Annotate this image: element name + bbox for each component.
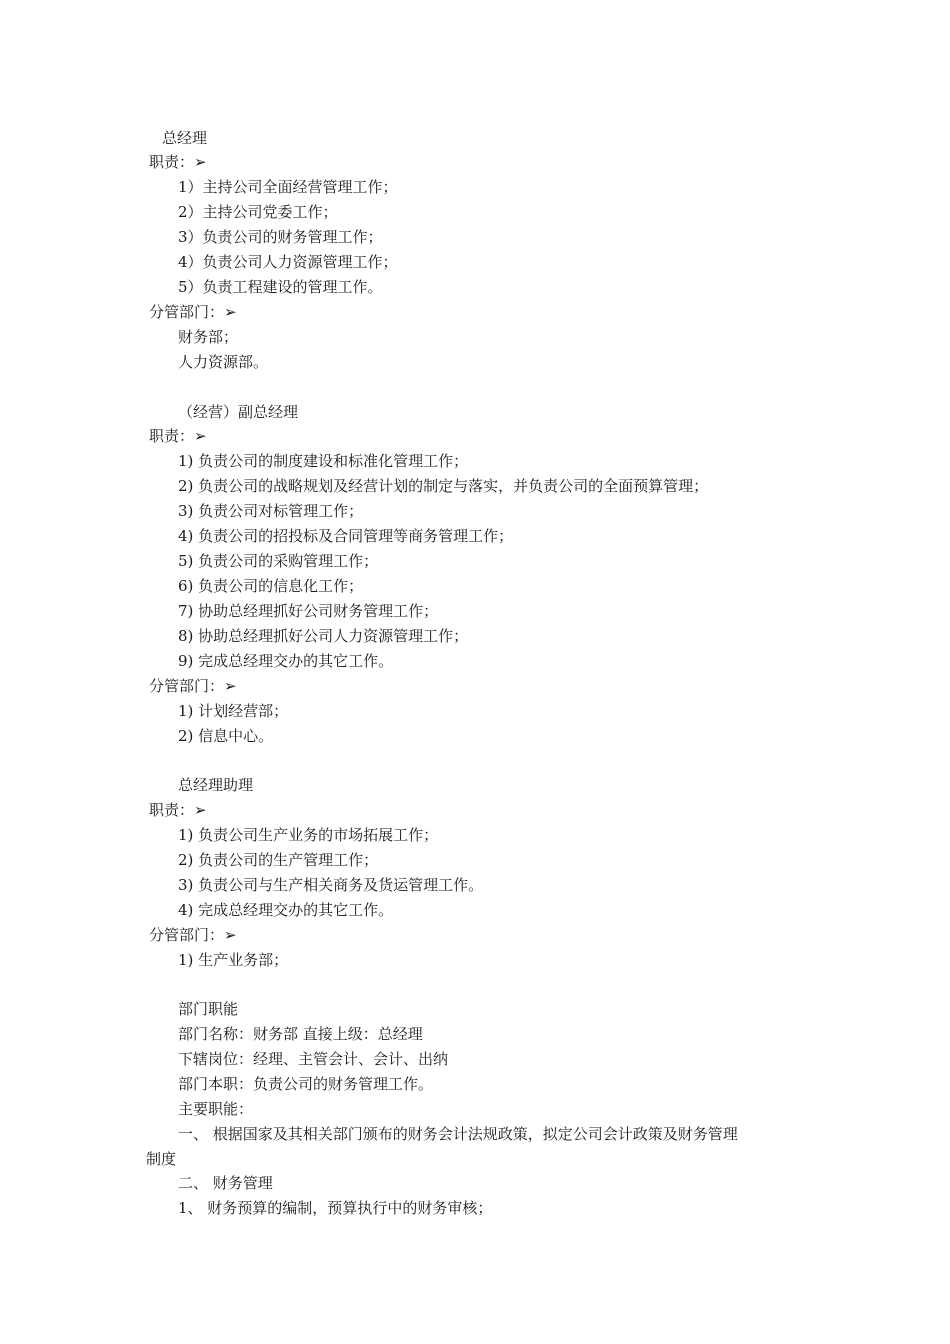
deputy-duty-item: 4) 负责公司的招投标及合同管理等商务管理工作； xyxy=(178,527,514,545)
deputy-dept-item: 1) 计划经营部； xyxy=(178,702,289,720)
gm-dept-item: 财务部； xyxy=(178,328,239,346)
deputy-depts-label: 分管部门：➢ xyxy=(149,677,237,695)
dept-duty-line: 部门本职：负责公司的财务管理工作。 xyxy=(178,1075,434,1093)
assistant-duty-item: 4) 完成总经理交办的其它工作。 xyxy=(178,901,394,919)
deputy-duties-label: 职责：➢ xyxy=(149,427,207,445)
assistant-duty-item: 2) 负责公司的生产管理工作； xyxy=(178,851,379,869)
gm-dept-item: 人力资源部。 xyxy=(178,353,269,371)
gm-duty-item: 1）主持公司全面经营管理工作； xyxy=(178,178,398,196)
function-item-1-continued: 制度 xyxy=(146,1150,177,1168)
function-item-1: 一、 根据国家及其相关部门颁布的财务会计法规政策，拟定公司会计政策及财务管理 xyxy=(178,1125,738,1143)
deputy-title: （经营）副总经理 xyxy=(178,403,299,421)
gm-duty-item: 5）负责工程建设的管理工作。 xyxy=(178,278,383,296)
dept-name-line: 部门名称：财务部 直接上级：总经理 xyxy=(178,1025,423,1043)
gm-title: 总经理 xyxy=(162,129,208,147)
function-item-2-1: 1、 财务预算的编制，预算执行中的财务审核； xyxy=(178,1199,493,1217)
deputy-duty-item: 1) 负责公司的制度建设和标准化管理工作； xyxy=(178,452,469,470)
function-item-2: 二、 财务管理 xyxy=(178,1174,273,1192)
gm-depts-label: 分管部门：➢ xyxy=(149,303,237,321)
deputy-duty-item: 3) 负责公司对标管理工作； xyxy=(178,502,364,520)
assistant-duty-item: 1) 负责公司生产业务的市场拓展工作； xyxy=(178,826,439,844)
assistant-dept-item: 1) 生产业务部； xyxy=(178,951,289,969)
deputy-duty-item: 8) 协助总经理抓好公司人力资源管理工作； xyxy=(178,627,469,645)
assistant-title: 总经理助理 xyxy=(178,776,254,794)
main-functions-label: 主要职能： xyxy=(178,1100,254,1118)
deputy-duty-item: 6) 负责公司的信息化工作； xyxy=(178,577,364,595)
gm-duty-item: 3）负责公司的财务管理工作； xyxy=(178,228,383,246)
gm-duty-item: 2）主持公司党委工作； xyxy=(178,203,338,221)
gm-duties-label: 职责：➢ xyxy=(149,153,207,171)
deputy-duty-item: 5) 负责公司的采购管理工作； xyxy=(178,552,379,570)
dept-function-title: 部门职能 xyxy=(178,1000,239,1018)
assistant-duty-item: 3) 负责公司与生产相关商务及货运管理工作。 xyxy=(178,876,484,894)
assistant-duties-label: 职责：➢ xyxy=(149,801,207,819)
deputy-duty-item: 9) 完成总经理交办的其它工作。 xyxy=(178,652,394,670)
dept-positions-line: 下辖岗位：经理、主管会计、会计、出纳 xyxy=(178,1050,449,1068)
deputy-duty-item: 7) 协助总经理抓好公司财务管理工作； xyxy=(178,602,439,620)
assistant-depts-label: 分管部门：➢ xyxy=(149,926,237,944)
gm-duty-item: 4）负责公司人力资源管理工作； xyxy=(178,253,398,271)
deputy-duty-item: 2) 负责公司的战略规划及经营计划的制定与落实，并负责公司的全面预算管理； xyxy=(178,477,709,495)
deputy-dept-item: 2) 信息中心。 xyxy=(178,727,274,745)
